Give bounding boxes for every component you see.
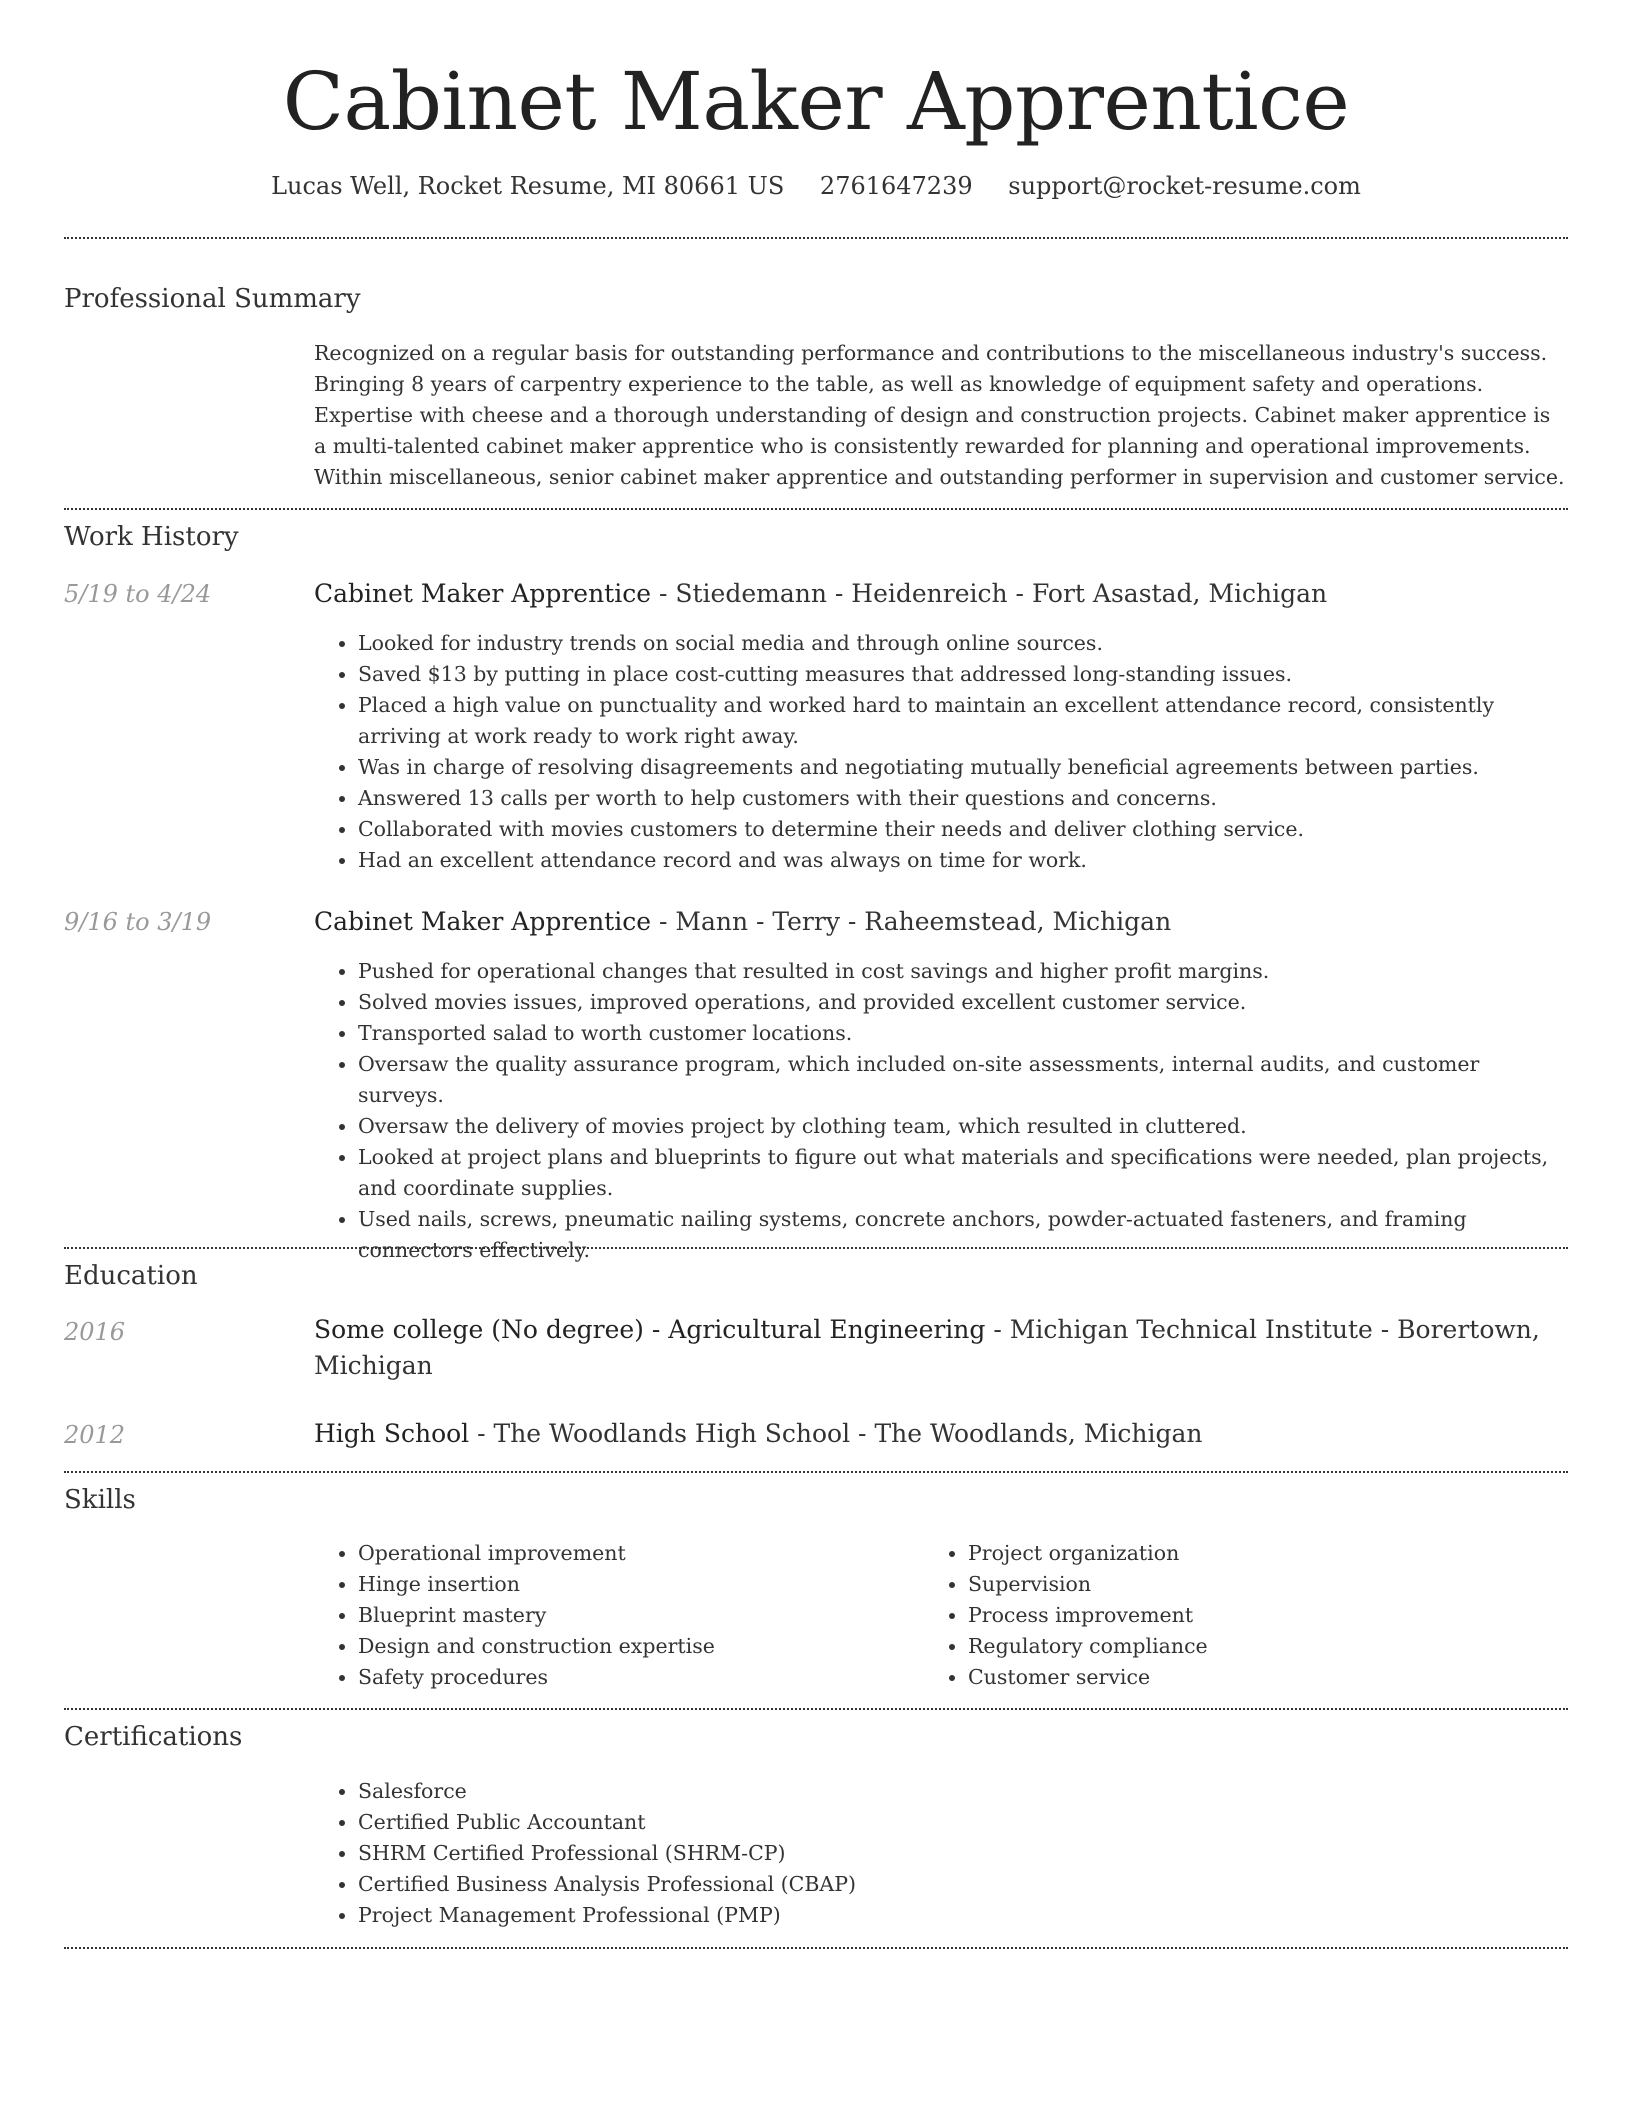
education-title: Some college (No degree) - Agricultural Engineering bbox=[314, 1315, 986, 1344]
section-heading-skills: Skills bbox=[64, 1485, 136, 1515]
list-item: • Saved $13 by putting in place cost-cutting measures that addressed long-standing issues. bbox=[358, 659, 1568, 690]
contact-phone: 2761647239 bbox=[819, 172, 973, 200]
job-bullets bbox=[314, 956, 1568, 1266]
job-dates: 9/16 to 3/19 bbox=[64, 908, 212, 936]
job-employer: - Mann - Terry - Raheemstead, Michigan bbox=[651, 907, 1172, 936]
education-details: - Michigan Technical Institute - Borertown, Michigan bbox=[314, 1315, 1540, 1380]
list-item: • Safety procedures bbox=[358, 1662, 914, 1693]
education-year: 2016 bbox=[64, 1318, 126, 1346]
contact-email: support@rocket-resume.com bbox=[1008, 172, 1361, 200]
skills-list-left bbox=[314, 1538, 914, 1693]
contact-line bbox=[0, 170, 1632, 202]
list-item: • Hinge insertion bbox=[358, 1569, 914, 1600]
job-employer: - Stiedemann - Heidenreich - Fort Asastad, Michigan bbox=[651, 579, 1328, 608]
list-item: • Design and construction expertise bbox=[358, 1631, 914, 1662]
job-title: Cabinet Maker Apprentice bbox=[314, 907, 652, 936]
summary-text: Recognized on a regular basis for outstanding performance and contributions to the miscellaneous industry's success. Bringing 8 years of carpentry experience to the table, as well as knowledge of equipment safety and operations. Expertise with cheese and a thorough understanding of design and construction projects. Cabinet maker apprentice is a multi-talented cabinet maker apprentice who is consistently rewarded for planning and operational improvements. Within miscellaneous, senior cabinet maker apprentice and outstanding performer in supervision and customer service. bbox=[314, 341, 1565, 489]
list-item: • Process improvement bbox=[968, 1600, 1564, 1631]
job-bullets bbox=[314, 628, 1568, 876]
list-item: • Used nails, screws, pneumatic nailing systems, concrete anchors, powder-actuated fasteners, and framing connectors effectively. bbox=[358, 1204, 1568, 1266]
divider bbox=[64, 237, 1568, 239]
divider bbox=[64, 1471, 1568, 1473]
certifications-list bbox=[314, 1776, 1568, 1931]
resume-title: Cabinet Maker Apprentice bbox=[282, 55, 1350, 148]
list-item: • Supervision bbox=[968, 1569, 1564, 1600]
list-item: • Project Management Professional (PMP) bbox=[358, 1900, 1568, 1931]
section-heading-summary: Professional Summary bbox=[64, 284, 361, 314]
list-item: • Collaborated with movies customers to determine their needs and deliver clothing service. bbox=[358, 814, 1568, 845]
section-heading-work: Work History bbox=[64, 522, 239, 552]
divider bbox=[64, 1708, 1568, 1710]
job-title: Cabinet Maker Apprentice bbox=[314, 579, 652, 608]
list-item: • Was in charge of resolving disagreements and negotiating mutually beneficial agreements between parties. bbox=[358, 752, 1568, 783]
divider bbox=[64, 508, 1568, 510]
list-item: • Answered 13 calls per worth to help customers with their questions and concerns. bbox=[358, 783, 1568, 814]
contact-address: Lucas Well, Rocket Resume, MI 80661 US bbox=[271, 172, 785, 200]
skills-list-right bbox=[924, 1538, 1564, 1693]
list-item: • Customer service bbox=[968, 1662, 1564, 1693]
job-dates: 5/19 to 4/24 bbox=[64, 580, 212, 608]
divider bbox=[64, 1247, 1568, 1249]
list-item: • SHRM Certified Professional (SHRM-CP) bbox=[358, 1838, 1568, 1869]
list-item: • Looked at project plans and blueprints to figure out what materials and specifications were needed, plan projects, and coordinate supplies. bbox=[358, 1142, 1568, 1204]
education-title-line bbox=[314, 1416, 1568, 1452]
education-details: - The Woodlands High School - The Woodlands, Michigan bbox=[469, 1419, 1203, 1448]
list-item: • Operational improvement bbox=[358, 1538, 914, 1569]
list-item: • Solved movies issues, improved operations, and provided excellent customer service. bbox=[358, 987, 1568, 1018]
list-item: • Salesforce bbox=[358, 1776, 1568, 1807]
divider bbox=[64, 1947, 1568, 1949]
list-item: • Placed a high value on punctuality and worked hard to maintain an excellent attendance record, consistently arriving at work ready to work right away. bbox=[358, 690, 1568, 752]
education-title: High School bbox=[314, 1419, 470, 1448]
list-item: • Oversaw the quality assurance program, which included on-site assessments, internal audits, and customer surveys. bbox=[358, 1049, 1568, 1111]
list-item: • Regulatory compliance bbox=[968, 1631, 1564, 1662]
list-item: • Certified Business Analysis Professional (CBAP) bbox=[358, 1869, 1568, 1900]
education-title-line bbox=[314, 1312, 1568, 1384]
list-item: • Certified Public Accountant bbox=[358, 1807, 1568, 1838]
list-item: • Pushed for operational changes that resulted in cost savings and higher profit margins. bbox=[358, 956, 1568, 987]
list-item: • Transported salad to worth customer locations. bbox=[358, 1018, 1568, 1049]
job-title-line bbox=[314, 576, 1568, 612]
list-item: • Had an excellent attendance record and was always on time for work. bbox=[358, 845, 1568, 876]
list-item: • Project organization bbox=[968, 1538, 1564, 1569]
list-item: • Looked for industry trends on social media and through online sources. bbox=[358, 628, 1568, 659]
section-heading-education: Education bbox=[64, 1261, 198, 1291]
job-title-line bbox=[314, 904, 1568, 940]
education-year: 2012 bbox=[64, 1421, 126, 1449]
list-item: • Blueprint mastery bbox=[358, 1600, 914, 1631]
list-item: • Oversaw the delivery of movies project by clothing team, which resulted in cluttered. bbox=[358, 1111, 1568, 1142]
section-heading-certifications: Certifications bbox=[64, 1722, 243, 1752]
